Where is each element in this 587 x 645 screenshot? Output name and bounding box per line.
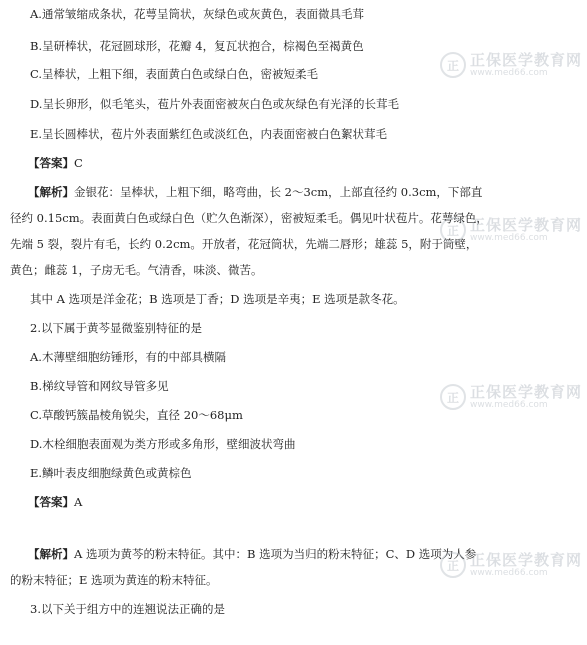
answer-q2 xyxy=(0,494,587,510)
watermark-site: www.med66.com xyxy=(470,567,548,578)
watermark xyxy=(440,52,582,78)
analysis-text: A 选项为黄芩的粉末特征。其中：B 选项为当归的粉末特征；C、D 选项为人参 xyxy=(74,547,477,561)
question-3: 3.以下关于组方中的连翘说法正确的是 xyxy=(30,602,225,616)
analysis-q1-line-4: 黄色；雌蕊 1，子房无毛。气清香，味淡、微苦。 xyxy=(10,263,263,277)
option-q1-b: B.呈研棒状，花冠圆球形，花瓣 4，复瓦状抱合，棕褐色至褐黄色 xyxy=(30,39,364,53)
watermark xyxy=(440,552,582,578)
watermark-logo-icon: 正 xyxy=(440,384,466,410)
watermark xyxy=(440,384,582,410)
analysis-q1-line-2: 径约 0.15cm。表面黄白色或绿白色（贮久色渐深），密被短柔毛。偶见叶状苞片。花萼绿色， xyxy=(10,211,488,225)
option-q2-b: B.梯纹导管和网纹导管多见 xyxy=(30,379,169,393)
watermark-site: www.med66.com xyxy=(470,399,548,410)
option-q2-e: E.鳞叶表皮细胞绿黄色或黄棕色 xyxy=(30,466,192,480)
analysis-q1-line-1 xyxy=(0,184,587,200)
watermark-title: 正保医学教育网 xyxy=(470,216,583,234)
option-q1-d: D.呈长卵形，似毛笔头，苞片外表面密被灰白色或灰绿色有光泽的长茸毛 xyxy=(30,97,399,111)
analysis-label: 【解析】 xyxy=(28,185,74,199)
watermark-logo-icon: 正 xyxy=(440,52,466,78)
analysis-q1-line-5: 其中 A 选项是洋金花；B 选项是丁香；D 选项是辛夷；E 选项是款冬花。 xyxy=(30,292,405,306)
answer-value: A xyxy=(74,495,83,509)
question-2: 2.以下属于黄芩显微鉴别特征的是 xyxy=(30,321,202,335)
option-q1-e: E.呈长圆棒状，苞片外表面紫红色或淡红色，内表面密被白色絮状茸毛 xyxy=(30,127,388,141)
option-q2-a: A.木薄壁细胞纺锤形，有的中部具横隔 xyxy=(30,350,226,364)
watermark xyxy=(440,217,582,243)
answer-q1 xyxy=(0,155,587,171)
option-q1-a: A.通常皱缩成条状，花萼呈筒状，灰绿色或灰黄色，表面微具毛茸 xyxy=(30,7,364,21)
option-q1-c: C.呈棒状，上粗下细，表面黄白色或绿白色，密被短柔毛 xyxy=(30,67,319,81)
answer-value: C xyxy=(74,156,83,170)
watermark-title: 正保医学教育网 xyxy=(470,51,583,69)
analysis-q2-line-2: 的粉末特征；E 选项为黄连的粉末特征。 xyxy=(10,573,218,587)
answer-label: 【答案】 xyxy=(28,495,74,509)
answer-label: 【答案】 xyxy=(28,156,74,170)
analysis-text: 金银花：呈棒状，上粗下细，略弯曲，长 2～3cm，上部直径约 0.3cm，下部直 xyxy=(74,185,483,199)
watermark-site: www.med66.com xyxy=(470,232,548,243)
watermark-site: www.med66.com xyxy=(470,67,548,78)
watermark-logo-icon: 正 xyxy=(440,217,466,243)
watermark-title: 正保医学教育网 xyxy=(470,383,583,401)
option-q2-c: C.草酸钙簇晶棱角锐尖，直径 20～68μm xyxy=(30,408,243,422)
option-q2-d: D.木栓细胞表面观为类方形或多角形，壁细波状弯曲 xyxy=(30,437,296,451)
watermark-logo-icon: 正 xyxy=(440,552,466,578)
analysis-q1-line-3: 先端 5 裂，裂片有毛，长约 0.2cm。开放者，花冠筒状，先端二唇形；雄蕊 5，附于筒壁， xyxy=(10,237,478,251)
watermark-title: 正保医学教育网 xyxy=(470,551,583,569)
analysis-label: 【解析】 xyxy=(28,547,74,561)
